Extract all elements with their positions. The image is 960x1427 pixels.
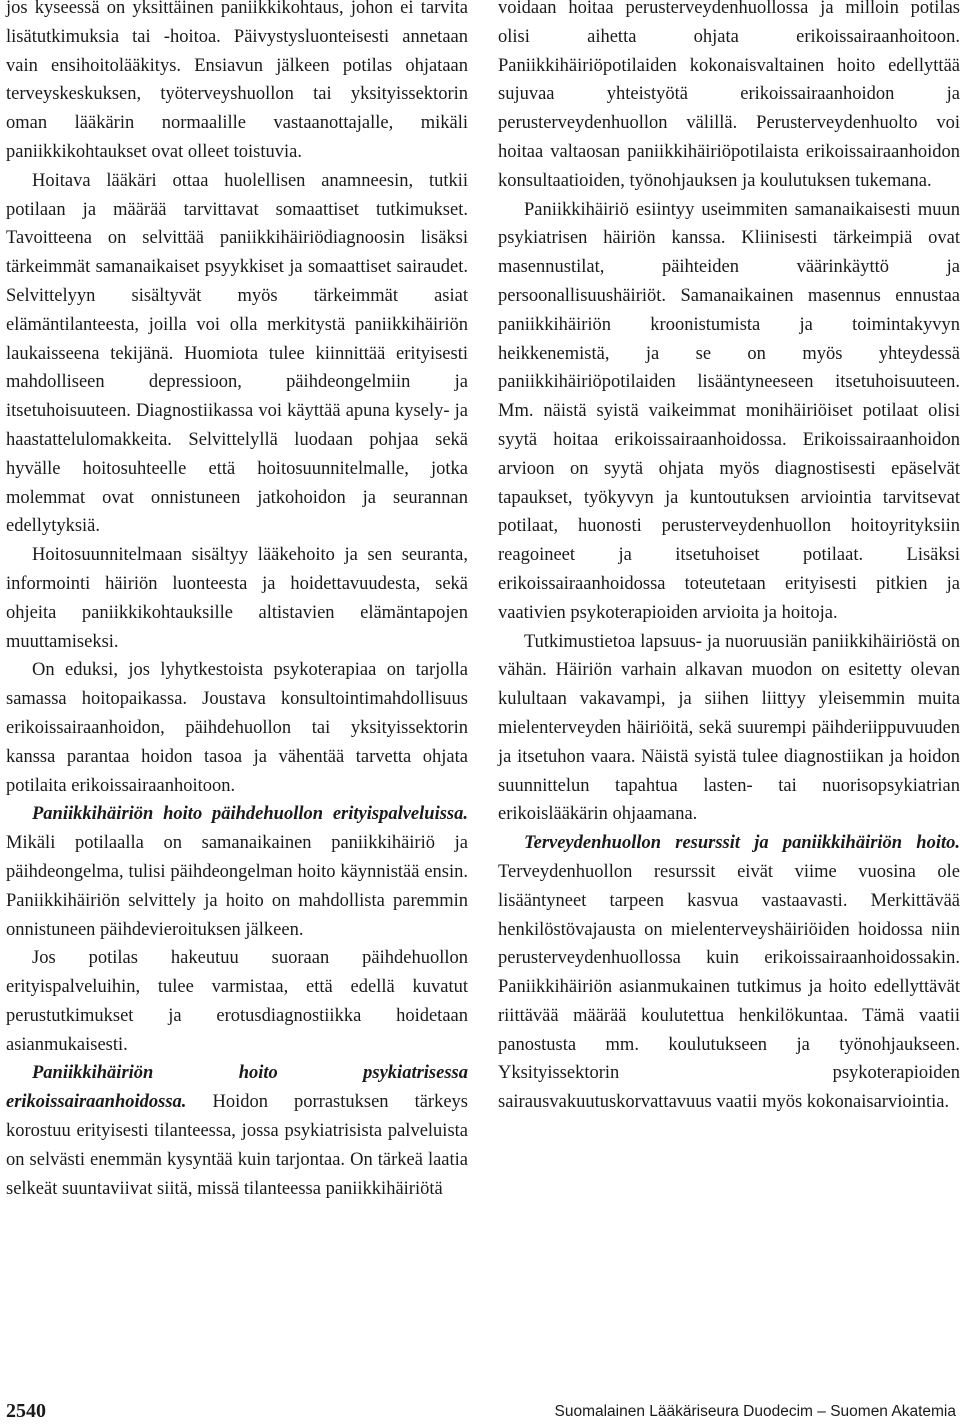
right-paragraph-4 (498, 829, 960, 1117)
right-paragraph-2: Paniikkihäiriö esiintyy useimmiten samanaikaisesti muun psykiatrisen häiriön kanssa. Kliinisesti tärkeimpiä ovat masennustilat, päihteiden väärinkäyttö ja persoonallisuushäiriöt. Samanaikainen masennus ennustaa paniikkihäiriön kroonistumista ja toimintakyvyn heikkenemistä, ja se on myös yhteydessä paniikkihäiriöpotilaiden lisääntyneeseen itsetuhoisuuteen. Mm. näistä syistä vaikeimmat monihäiriöiset potilaat olisi syytä hoitaa erikoissairaanhoidossa. Erikoissairaanhoidon arvioon on syytä ohjata myös diagnostisesti epäselvät tapaukset, työkyvyn ja kuntoutuksen arviointia tarvitsevat potilaat, huonosti perusterveydenhuollon hoitoyrityksiin reagoineet ja itsetuhoiset potilaat. Lisäksi erikoissairaanhoidossa toteutetaan erityisesti pitkien ja vaativien psykoterapioiden arvioita ja hoitoja. (498, 199, 960, 623)
page-number: 2540 (6, 1400, 46, 1422)
left-paragraph-5-text: Mikäli potilaalla on samanaikainen paniikkihäiriö ja päihdeongelma, tulisi päihdeongelman hoito käynnistää ensin. Paniikkihäiriön selvittely ja hoito on mahdollista paremmin onnistuneen päihdevieroituksen jälkeen. (6, 833, 468, 940)
left-paragraph-1: jos kyseessä on yksittäinen paniikkikohtaus, johon ei tarvita lisätutkimuksia tai -hoitoa. Päivystysluonteisesti annetaan vain ensihoitolääkitys. Ensiavun jälkeen potilas ohjataan terveyskeskuksen, työterveyshuollon tai yksityissektorin oman lääkärin normaalille vastaanottajalle, mikäli paniikkikohtaukset ovat olleet toistuvia. (6, 0, 468, 162)
left-paragraph-2: Hoitava lääkäri ottaa huolellisen anamneesin, tutkii potilaan ja määrää tarvittavat somaattiset tutkimukset. Tavoitteena on selvittää paniikkihäiriödiagnoosin lisäksi tärkeimmät samanaikaiset psyykkiset ja somaattiset sairaudet. Selvittelyyn sisältyvät myös tärkeimmät asiat elämäntilanteesta, joilla voi olla merkitystä paniikkihäiriön laukaisseena tekijänä. Huomiota tulee kiinnittää erityisesti mahdolliseen depressioon, päihdeongelmiin ja itsetuhoisuuteen. Diagnostiikassa voi käyttää apuna kysely- ja haastattelulomakkeita. Selvittelyllä luodaan pohjaa sekä hyvälle hoitosuhteelle että hoitosuunnitelmalle, jotka molemmat ovat onnistuneen jatkohoidon ja seurannan edellytyksiä. (6, 170, 468, 537)
left-paragraph-4: On eduksi, jos lyhytkestoista psykoterapiaa on tarjolla samassa hoitopaikassa. Joustava konsultointimahdollisuus erikoissairaanhoidon, päihdehuollon tai yksityissektorin kanssa parantaa hoidon tasoa ja vähentää tarvetta ohjata potilaita erikoissairaanhoitoon. (6, 660, 468, 796)
right-paragraph-3: Tutkimustietoa lapsuus- ja nuoruusiän paniikkihäiriöstä on vähän. Häiriön varhain alkavan muodon on esitetty olevan kulultaan vakavampi, ja siihen liittyy yleisemmin muita mielenterveyden häiriöitä, sekä suurempi päihderiippuvuuden ja itsetuhon vaara. Näistä syistä tulee diagnostiikan ja hoidon suunnittelun tapahtua lasten- tai nuorisopsykiatrian erikoislääkärin ohjaamana. (498, 631, 960, 825)
right-paragraph-1: voidaan hoitaa perusterveydenhuollossa ja milloin potilas olisi aihetta ohjata erikoissairaanhoitoon. Paniikkihäiriöpotilaiden kokonaisvaltainen hoito edellyttää sujuvaa yhteistyötä erikoissairaanhoidon ja perusterveydenhuollon välillä. Perusterveydenhuolto voi hoitaa valtaosan paniikkihäiriöpotilaista erikoissairaanhoidon konsultaatioiden, työnohjauksen ja koulutuksen tukemana. (498, 0, 960, 191)
left-paragraph-7-text: Hoidon porrastuksen tärkeys korostuu erityisesti tilanteessa, jossa psykiatrisista palveluista on selvästi enemmän kysyntää kuin tarjontaa. On tärkeä laatia selkeät suuntaviivat siitä, missä tilanteessa paniikkihäiriötä (6, 1092, 468, 1199)
publisher-credit: Suomalainen Lääkäriseura Duodecim – Suomen Akatemia (554, 1403, 956, 1420)
left-paragraph-3: Hoitosuunnitelmaan sisältyy lääkehoito ja sen seuranta, informointi häiriön luonteesta ja hoidettavuudesta, sekä ohjeita paniikkikohtauksille altistavien elämäntapojen muuttamiseksi. (6, 545, 468, 652)
section-heading-substance-services: Paniikkihäiriön hoito päihdehuollon erityispalveluissa. (32, 804, 468, 825)
right-paragraph-4-text: Terveydenhuollon resurssit eivät viime vuosina ole lisääntyneet tarpeen kasvua vastaavasti. Merkittävää henkilöstövajausta on mielenterveyshäiriöiden hoidossa niin perusterveydenhuollossa kuin erikoissairaanhoidossakin. Paniikkihäiriön asianmukainen tutkimus ja hoito edellyttävät riittävää määrää koulutettua henkilökuntaa. Tämä vaatii panostusta mm. koulutukseen ja työnohjaukseen. Yksityissektorin psykoterapioiden sairausvakuutuskorvattavuus vaatii myös kokonaisarviointia. (498, 861, 960, 1113)
left-column (6, 0, 468, 1203)
section-heading-psychiatric-care: Paniikkihäiriön hoito psykiatrisessa erikoissairaanhoidossa. (6, 1063, 468, 1113)
left-paragraph-7 (6, 1059, 468, 1203)
left-paragraph-6: Jos potilas hakeutuu suoraan päihdehuollon erityispalveluihin, tulee varmistaa, että edellä kuvatut perustutkimukset ja erotusdiagnostiikka hoidetaan asianmukaisesti. (6, 948, 468, 1055)
section-heading-health-resources: Terveydenhuollon resurssit ja paniikkihäiriön hoito. (524, 833, 960, 854)
page-footer (6, 1400, 956, 1426)
right-column (498, 0, 960, 1117)
left-paragraph-5 (6, 800, 468, 944)
